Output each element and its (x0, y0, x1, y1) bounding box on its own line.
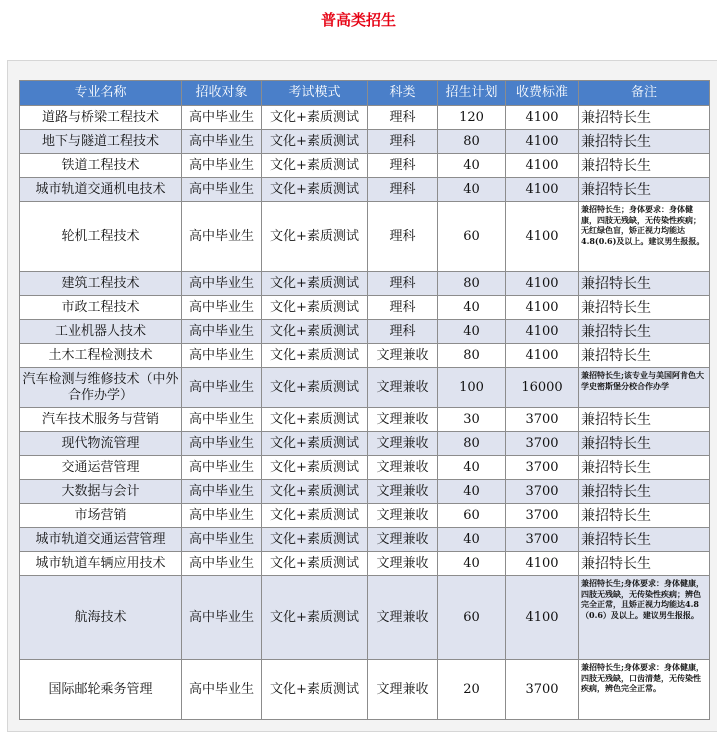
cell-fee: 3700 (506, 432, 579, 456)
cell-target: 高中毕业生 (182, 456, 262, 480)
cell-category: 理科 (368, 296, 438, 320)
table-row (20, 660, 710, 720)
cell-plan: 120 (438, 106, 506, 130)
cell-fee: 4100 (506, 202, 579, 272)
cell-note: 兼招特长生;该专业与美国阿肯色大学史密斯堡分校合作办学 (579, 368, 710, 408)
cell-note: 兼招特长生 (579, 480, 710, 504)
cell-category: 文理兼收 (368, 660, 438, 720)
cell-target: 高中毕业生 (182, 528, 262, 552)
cell-note: 兼招特长生;身体要求：身体健康，四肢无残缺，口齿清楚，无传染性疾病，辨色完全正常。 (579, 660, 710, 720)
cell-category: 文理兼收 (368, 480, 438, 504)
cell-fee: 4100 (506, 296, 579, 320)
cell-target: 高中毕业生 (182, 504, 262, 528)
cell-category: 理科 (368, 178, 438, 202)
cell-fee: 4100 (506, 178, 579, 202)
cell-target: 高中毕业生 (182, 660, 262, 720)
cell-major: 轮机工程技术 (20, 202, 182, 272)
cell-note: 兼招特长生 (579, 154, 710, 178)
cell-fee: 4100 (506, 106, 579, 130)
cell-fee: 4100 (506, 154, 579, 178)
table-row (20, 480, 710, 504)
cell-exam: 文化+素质测试 (262, 504, 368, 528)
cell-plan: 40 (438, 178, 506, 202)
cell-fee: 3700 (506, 480, 579, 504)
table-row (20, 408, 710, 432)
table-row (20, 504, 710, 528)
cell-note: 兼招特长生 (579, 296, 710, 320)
cell-category: 文理兼收 (368, 552, 438, 576)
cell-fee: 3700 (506, 408, 579, 432)
cell-category: 文理兼收 (368, 408, 438, 432)
cell-category: 文理兼收 (368, 432, 438, 456)
cell-major: 城市轨道交通机电技术 (20, 178, 182, 202)
cell-note: 兼招特长生；身体要求：身体健康，四肢无残缺，无传染性疾病；无红绿色盲，矫正视力均能达4.8(0.6)及以上。建议男生报报。 (579, 202, 710, 272)
cell-fee: 3700 (506, 504, 579, 528)
cell-plan: 40 (438, 456, 506, 480)
cell-category: 理科 (368, 130, 438, 154)
cell-major: 航海技术 (20, 576, 182, 660)
header-fee: 收费标准 (506, 81, 579, 106)
cell-target: 高中毕业生 (182, 408, 262, 432)
table-row (20, 106, 710, 130)
cell-plan: 100 (438, 368, 506, 408)
cell-major: 建筑工程技术 (20, 272, 182, 296)
cell-category: 理科 (368, 272, 438, 296)
cell-major: 城市轨道车辆应用技术 (20, 552, 182, 576)
cell-target: 高中毕业生 (182, 272, 262, 296)
cell-plan: 60 (438, 576, 506, 660)
cell-fee: 4100 (506, 320, 579, 344)
cell-exam: 文化+素质测试 (262, 344, 368, 368)
cell-major: 工业机器人技术 (20, 320, 182, 344)
cell-category: 文理兼收 (368, 504, 438, 528)
cell-note: 兼招特长生 (579, 320, 710, 344)
table-row (20, 576, 710, 660)
cell-target: 高中毕业生 (182, 368, 262, 408)
cell-major: 地下与隧道工程技术 (20, 130, 182, 154)
cell-fee: 4100 (506, 130, 579, 154)
cell-plan: 40 (438, 480, 506, 504)
cell-target: 高中毕业生 (182, 344, 262, 368)
cell-fee: 4100 (506, 576, 579, 660)
cell-exam: 文化+素质测试 (262, 106, 368, 130)
table-row (20, 552, 710, 576)
header-target: 招收对象 (182, 81, 262, 106)
cell-exam: 文化+素质测试 (262, 432, 368, 456)
cell-target: 高中毕业生 (182, 320, 262, 344)
cell-plan: 40 (438, 296, 506, 320)
cell-note: 兼招特长生 (579, 178, 710, 202)
cell-plan: 40 (438, 552, 506, 576)
cell-major: 道路与桥梁工程技术 (20, 106, 182, 130)
table-row (20, 456, 710, 480)
cell-major: 汽车技术服务与营销 (20, 408, 182, 432)
cell-category: 文理兼收 (368, 576, 438, 660)
table-row (20, 272, 710, 296)
cell-exam: 文化+素质测试 (262, 272, 368, 296)
cell-exam: 文化+素质测试 (262, 296, 368, 320)
header-plan: 招生计划 (438, 81, 506, 106)
cell-major: 现代物流管理 (20, 432, 182, 456)
cell-plan: 40 (438, 528, 506, 552)
cell-exam: 文化+素质测试 (262, 130, 368, 154)
cell-fee: 3700 (506, 456, 579, 480)
cell-category: 理科 (368, 202, 438, 272)
cell-plan: 30 (438, 408, 506, 432)
table-row (20, 178, 710, 202)
cell-exam: 文化+素质测试 (262, 320, 368, 344)
cell-major: 市政工程技术 (20, 296, 182, 320)
table-row (20, 368, 710, 408)
enrollment-table (19, 80, 710, 720)
cell-fee: 4100 (506, 552, 579, 576)
cell-exam: 文化+素质测试 (262, 456, 368, 480)
table-row (20, 528, 710, 552)
table-row (20, 154, 710, 178)
cell-exam: 文化+素质测试 (262, 368, 368, 408)
cell-exam: 文化+素质测试 (262, 408, 368, 432)
cell-note: 兼招特长生 (579, 528, 710, 552)
table-row (20, 432, 710, 456)
cell-target: 高中毕业生 (182, 178, 262, 202)
cell-major: 大数据与会计 (20, 480, 182, 504)
cell-note: 兼招特长生 (579, 344, 710, 368)
cell-fee: 16000 (506, 368, 579, 408)
table-row (20, 320, 710, 344)
cell-major: 土木工程检测技术 (20, 344, 182, 368)
cell-major: 交通运营管理 (20, 456, 182, 480)
cell-fee: 4100 (506, 344, 579, 368)
header-exam: 考试模式 (262, 81, 368, 106)
table-row (20, 202, 710, 272)
cell-note: 兼招特长生 (579, 456, 710, 480)
cell-note: 兼招特长生 (579, 552, 710, 576)
cell-category: 文理兼收 (368, 368, 438, 408)
cell-plan: 60 (438, 202, 506, 272)
header-note: 备注 (579, 81, 710, 106)
cell-major: 国际邮轮乘务管理 (20, 660, 182, 720)
cell-note: 兼招特长生 (579, 408, 710, 432)
cell-target: 高中毕业生 (182, 480, 262, 504)
cell-plan: 40 (438, 154, 506, 178)
cell-target: 高中毕业生 (182, 202, 262, 272)
cell-plan: 60 (438, 504, 506, 528)
cell-plan: 40 (438, 320, 506, 344)
cell-exam: 文化+素质测试 (262, 660, 368, 720)
cell-fee: 3700 (506, 660, 579, 720)
cell-category: 理科 (368, 154, 438, 178)
header-category: 科类 (368, 81, 438, 106)
cell-exam: 文化+素质测试 (262, 528, 368, 552)
cell-note: 兼招特长生 (579, 504, 710, 528)
table-row (20, 296, 710, 320)
cell-major: 市场营销 (20, 504, 182, 528)
cell-target: 高中毕业生 (182, 432, 262, 456)
cell-fee: 4100 (506, 272, 579, 296)
page-title: 普高类招生 (320, 11, 396, 29)
cell-plan: 20 (438, 660, 506, 720)
header-major: 专业名称 (20, 81, 182, 106)
cell-target: 高中毕业生 (182, 552, 262, 576)
cell-major: 汽车检测与维修技术（中外合作办学） (20, 368, 182, 408)
cell-note: 兼招特长生 (579, 106, 710, 130)
cell-exam: 文化+素质测试 (262, 178, 368, 202)
cell-target: 高中毕业生 (182, 154, 262, 178)
cell-category: 文理兼收 (368, 344, 438, 368)
cell-note: 兼招特长生 (579, 272, 710, 296)
cell-major: 城市轨道交通运营管理 (20, 528, 182, 552)
cell-exam: 文化+素质测试 (262, 576, 368, 660)
cell-note: 兼招特长生;身体要求：身体健康，四肢无残缺，无传染性疾病；辨色完全正常，且矫正视力均能达4.8（0.6）及以上。建议男生报报。 (579, 576, 710, 660)
table-header-row (20, 81, 710, 106)
cell-exam: 文化+素质测试 (262, 202, 368, 272)
cell-category: 文理兼收 (368, 528, 438, 552)
cell-plan: 80 (438, 130, 506, 154)
cell-category: 理科 (368, 320, 438, 344)
cell-plan: 80 (438, 344, 506, 368)
cell-fee: 3700 (506, 528, 579, 552)
cell-exam: 文化+素质测试 (262, 552, 368, 576)
cell-exam: 文化+素质测试 (262, 480, 368, 504)
cell-note: 兼招特长生 (579, 130, 710, 154)
cell-note: 兼招特长生 (579, 432, 710, 456)
cell-exam: 文化+素质测试 (262, 154, 368, 178)
cell-target: 高中毕业生 (182, 106, 262, 130)
table-row (20, 130, 710, 154)
cell-major: 铁道工程技术 (20, 154, 182, 178)
cell-category: 理科 (368, 106, 438, 130)
cell-category: 文理兼收 (368, 456, 438, 480)
cell-target: 高中毕业生 (182, 296, 262, 320)
cell-plan: 80 (438, 272, 506, 296)
cell-plan: 80 (438, 432, 506, 456)
cell-target: 高中毕业生 (182, 130, 262, 154)
cell-target: 高中毕业生 (182, 576, 262, 660)
table-row (20, 344, 710, 368)
